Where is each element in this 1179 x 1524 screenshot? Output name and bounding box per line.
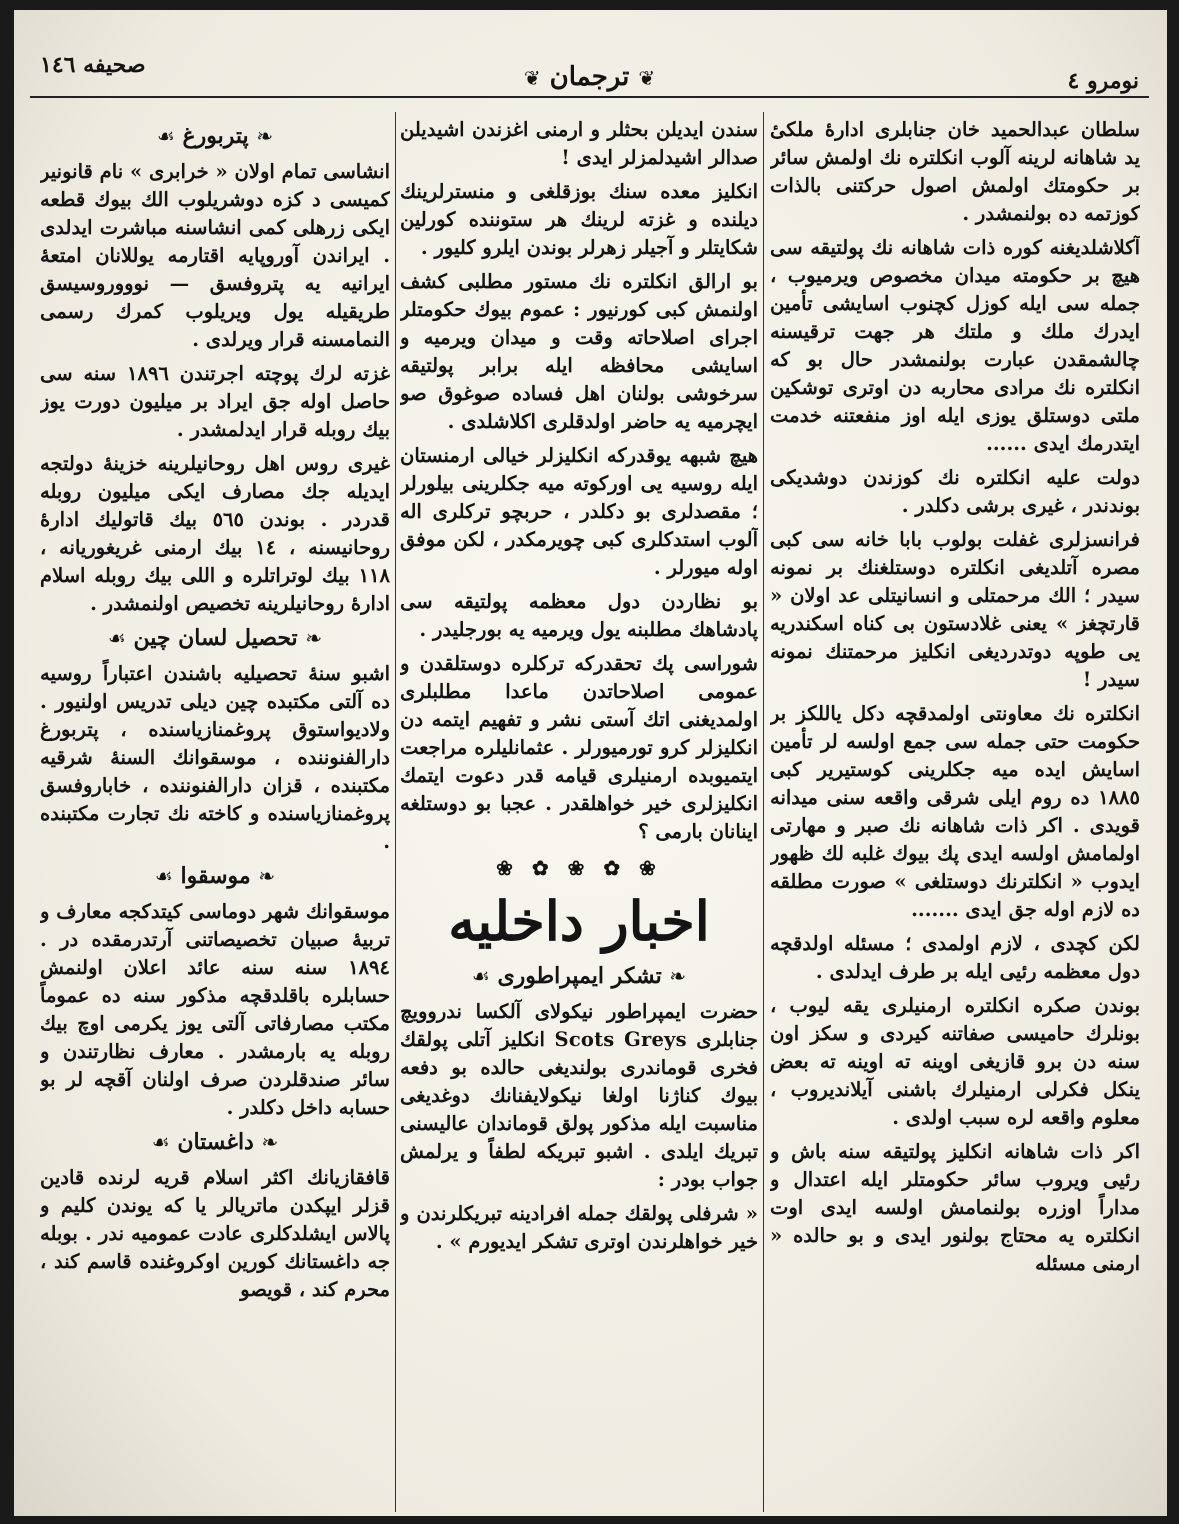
ornament-icon: ❧ <box>305 626 323 650</box>
scan-border-bottom <box>0 1516 1179 1524</box>
paragraph: غزته لرك پوچته اجرتندن ١٨٩٦ سنه سى حاصل اوله جق ايراد بر ميليون دورت يوز بيك روبله قرار ايدلمشدر . <box>40 362 390 441</box>
paragraph: غيرى روس اهل روحانيلرينه خزينهٔ دولتجه ايديله جك مصارف ايكى ميليون روبله قدردر . بوندن ٥٦٥ بيك قاتوليك ادارهٔ روحانيسنه ، ١٤ بيك ارمنى غريغوريانه ، ١١٨ بيك لوتراتلره و اللى بيك روبله اسلام ادارهٔ روحانيلرينه تخصيص اولنمشدر . <box>40 452 390 615</box>
masthead-title <box>40 62 1139 92</box>
paragraph: سندن ايديلن بحثلر و ارمنى اغزندن اشيديلن صدالر اشيدلمزلر ايدى ! <box>400 118 758 169</box>
subsection-title: تشكر ايمپراطورى <box>497 963 662 989</box>
paragraph: هيچ شبهه يوقدركه انكليزلر خيالى ارمنستان ايله روسيه يى اوركوته ميه جكلرينى بيلورلر ؛ مقصدلرى بو دكلدر ، حربچو تركلرى اله آلوب استدكلرى كبى چويرمكدر ، لكن موفق اوله ميورلر . <box>400 444 758 579</box>
ornament-icon: ❧ <box>261 1130 279 1154</box>
scan-border-top <box>0 0 1179 10</box>
ornament-icon: ☙ <box>156 124 175 148</box>
ornamental-divider: ❀ ✿ ❀ ✿ ❀ <box>496 856 662 880</box>
scan-border-right <box>1167 0 1179 1524</box>
paragraph: آكلاشلديغنه كوره ذات شاهانه نك پولتيقه سى هيچ بر حكومته ميدان مخصوص ويرميوب ، جمله سى ايله كوزل كچنوب اسايشى تأمين ايدرك ملك و ملتك هر جهت ترقيسنه چالشمقدن عبارت بولنمشدر حال بو كه انكلتره نك مرادى محاربه دن اوترى توشكين ملتى دوستلق يوزى ايله اوز منفعتنه خدمت ايتدرمك ايدى ...... <box>770 236 1140 455</box>
paragraph: بو نظاردن دول معظمه پولتيقه سى پادشاهك مطلبنه يول ويرميه يه بورجليدر . <box>400 590 758 641</box>
section-title: داغستان <box>177 1129 254 1155</box>
paragraph: انشاسى تمام اولان « خرابرى » نام قانونير كميسى د كزه دوشريلوب الك بيوك قطعه ايكى زرهلى كمى انشاسنه مباشرت ايدلدى . ايراندن آوروپايه اقتارمه يوللانان امتعهٔ ايرانيه يه پتروفسق — نوووروسيسق طريقيله يول ويريلوب كمرك رسمى النمامسنه قرار ويرلدى . <box>40 160 390 351</box>
column-divider-left <box>395 112 396 1512</box>
ornament-icon: ☙ <box>151 1130 170 1154</box>
paragraph: اكر ذات شاهانه انكليز پولتيقه سنه باش و رئيى ويروب سائر حكومتلر ايله اعتدال و مداراً اوزره بولنمامش اولسه ايدى اوت انكلتره يه محتاج بولنور ايدى و بو حالده « ارمنى مسئله <box>770 1140 1140 1275</box>
paragraph: قافقازيانك اكثر اسلام قريه لرنده قادين قزلر ايپكدن ماتريالر يا كه يوندن كليم و پالاس ايشلدكلرى عادت عموميه ندر . بوبله جه داغستانك كورين اوكروغنده قاسم كند ، محرم كند ، قويصو <box>40 1166 390 1301</box>
section-title: پتربورغ <box>182 123 249 149</box>
column-divider-right <box>763 112 764 1512</box>
paragraph: انكلتره نك معاونتى اولمدقچه دكل ياللكز بر حكومت حتى جمله سى جمع اولسه لر تأمين اسايش ايده ميه جكلرينى كوستيرير كبى ١٨٨٥ ده روم ايلى شرقى واقعه سنى ميدانه قويدى . اكر ذات شاهانه نك صبر و مهارتى اولمامش اولسه ايدى پك بيوك غلبه لك ظهور ايدوب « انكلترنك دوستلغى » صورت مطلقه ده لازم اوله جق ايدى ....... <box>770 702 1140 921</box>
issue-number: نومرو ٤ <box>1067 68 1139 94</box>
paragraph: دولت عليه انكلتره نك كوزندن دوشديكى بوندندر ، غيرى برشى دكلدر . <box>770 466 1140 517</box>
ornament-icon: ☙ <box>471 964 490 988</box>
section-heading-chinese-study <box>40 624 390 652</box>
masthead-title-text: ترجمان <box>549 62 630 92</box>
paragraph: لكن كچدى ، لازم اولمدى ؛ مسئله اولدقچه دول معظمه رئيى ايله بر طرف ايدلدى . <box>770 932 1140 983</box>
page-header <box>40 48 1139 98</box>
subsection-heading <box>400 962 758 990</box>
ornament-right-icon: ❦ <box>523 66 541 90</box>
paragraph: « شرفلى پولقك جمله افرادينه تبريكلرندن و خير خواهلرندن اوترى تشكر ايديورم » . <box>400 1202 758 1253</box>
section-heading-dagestan <box>40 1128 390 1156</box>
ornament-left-icon: ❦ <box>638 66 656 90</box>
paragraph: موسقوانك شهر دوماسى كيتدكجه معارف و تربيهٔ صبيان تخصيصاتنى آرتدرمقده در . ١٨٩٤ سنه سنه عائد اعلان اولنمش حسابلره باقلدقچه مذكور سنه ده عموماً مكتب مصارفاتى آلتى يوز يكرمى اوچ بيك روبله يه بارمشدر . معارف نظارتندن و سائر صندقلردن صرف اولنان آقچه لر بو حسابه داخل دكلدر . <box>40 900 390 1119</box>
paragraph: اشبو سنهٔ تحصيليه باشندن اعتباراً روسيه ده آلتى مكتبده چين ديلى تدريس اولنيور . ولاديواستوق پروغمنازياسنده ، پتربورغ دارالفنوننده ، موسقوانك السنهٔ شرقيه مكتبنده ، قزان دارالفنوننده ، خاباروفسق پروغمنازياسنده و كاخته نك تجارت مكتبنده . <box>40 662 390 853</box>
ornament-icon: ❧ <box>669 964 687 988</box>
paragraph: بوندن صكره انكلتره ارمنيلرى يقه ليوب ، بونلرك حاميسى صفاتنه كيردى و سكز اون سنه دن برو قازيغى اوينه ته اوينه ته بعض ينكل فكرلى ارمنيلرك باشنى آيلانديروب ، معلوم واقعه لره سبب اولدى . <box>770 994 1140 1129</box>
section-title-domestic-news: اخبار داخليه <box>448 889 710 953</box>
section-heading-petersburg <box>40 122 390 150</box>
paragraph: فرانسزلرى غفلت بولوب بابا خانه سى كبى مصره آتلديغى انكلتره دوستلغنك بر نمونه سيدر ؛ الك مرحمتلى و انسانيتلى عد اولان « قارتچغز » يعنى غلادستون بى كناه اسكندريه يى طوپه دوتدرديغى انكليز مرحمتنك نمونه سيدر ! <box>770 528 1140 691</box>
paragraph: بو ارالق انكلتره نك مستور مطلبى كشف اولنمش كبى كورنيور : عموم بيوك حكومتلر اجراى اصلاحاته وقت و ميدان ويرميه و اسايشى محافظه ايله برابر پولتيقه سرخوشى بولنان اهل فساده صوغوق صو ايچرميه يه حاضر اولدقلرى اكلاشلدى . <box>400 270 758 433</box>
middle-column <box>400 116 758 1506</box>
ornament-icon: ❧ <box>256 124 274 148</box>
right-column <box>770 116 1140 1506</box>
paragraph: حضرت ايمپراطور نيكولاى آلكسا ندروويچ جنابلرى Scots Greys انكليز آتلى پولقك فخرى قوماندرى بولنديغى حالده بو دفعه بيوك كناژنا اولغا نيكولايفنانك دوغديغى مناسبت ايله مذكور پولق قوماندان عاليسنى تبريك ايلدى . اشبو تبريكه لطفاً و يرلمش جواب بودر : <box>400 1000 758 1191</box>
paragraph: شوراسى پك تحقدركه تركلره دوستلقدن و عمومى اصلاحاتدن ماعدا مطلبلرى اولمديغنى اتك آستى نشر و تفهيم ايتمه دن انكليزلر كرو تورميورلر . عثمانليلره مراجعت ايتميوبده ارمنيلرى قيامه قدر دعوت ايتمك انكليزلرى خير خواهلقدر . عجبا بو دوستلغه اينانان بارمى ؟ <box>400 652 758 843</box>
scan-border-left <box>0 0 14 1524</box>
paragraph: انكليز معده سنك بوزقلغى و منسترلرينك ديلنده و غزته لرينك هر ستوننده كورلين شكايتلر و آجيلر زهرلر بوندن ايلرو كليور . <box>400 180 758 259</box>
ornament-icon: ☙ <box>107 626 126 650</box>
section-title: موسقوا <box>180 863 251 889</box>
page-number: صحيفه ١٤٦ <box>40 52 146 78</box>
header-rule <box>30 96 1149 98</box>
paragraph: سلطان عبدالحميد خان جنابلرى ادارهٔ ملكىٔ يد شاهانه لرينه آلوب انكلتره نك اولمش سائر بر حكومتك اولمش اصول حركتنى بالذات كوزتمه ده بولنمشدر . <box>770 118 1140 225</box>
section-title: تحصيل لسان چين <box>133 625 298 651</box>
ornament-icon: ❧ <box>258 864 276 888</box>
ornament-icon: ☙ <box>154 864 173 888</box>
section-heading-moscow <box>40 862 390 890</box>
left-column <box>40 116 390 1506</box>
